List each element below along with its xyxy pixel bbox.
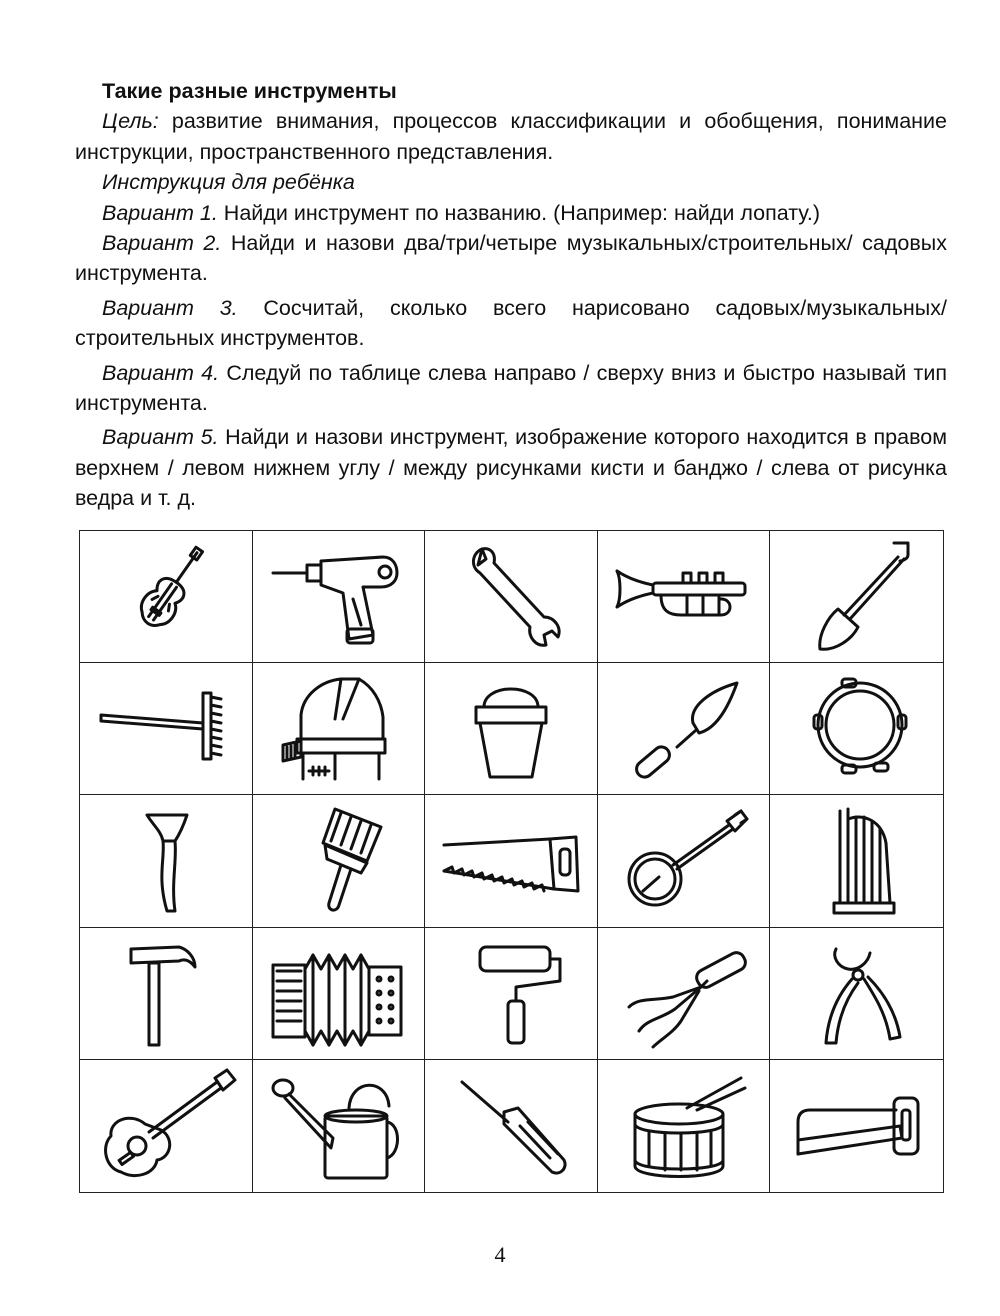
- hammer-icon: [91, 935, 241, 1051]
- instruments-grid: [79, 530, 944, 1193]
- variant-text: Найди и назови инструмент, изображение которого находится в правом верхнем / левом нижнем углу / между рисунками кисти и банджо / слева от рисунка ведра и т. д.: [75, 425, 947, 511]
- grid-cell-watering-can[interactable]: [253, 1060, 426, 1192]
- page-number: 4: [494, 1242, 506, 1267]
- grid-cell-shovel[interactable]: [770, 531, 943, 663]
- variant-text: Найди и назови два/три/четыре музыкальных/строительных/ садовых инструмента.: [75, 231, 947, 286]
- grid-cell-wrench[interactable]: [425, 531, 598, 663]
- drum-icon: [609, 1068, 759, 1184]
- variant-label: Вариант 2.: [102, 231, 222, 256]
- grid-cell-screwdriver[interactable]: [425, 1060, 598, 1192]
- accordion-icon: [263, 935, 413, 1051]
- grid-cell-drum[interactable]: [598, 1060, 771, 1192]
- rake-icon: [91, 671, 241, 787]
- grid-cell-bucket[interactable]: [425, 663, 598, 795]
- goal-text: развитие внимания, процессов классификации и обобщения, понимание инструкции, пространственного представления.: [75, 109, 947, 164]
- axe-icon: [91, 803, 241, 919]
- trumpet-icon: [609, 539, 759, 655]
- grid-cell-drill[interactable]: [253, 531, 426, 663]
- pliers-icon: [782, 935, 932, 1051]
- variant-label: Вариант 3.: [102, 295, 238, 320]
- variant-5: [75, 422, 947, 513]
- grid-cell-hammer[interactable]: [80, 928, 253, 1060]
- hacksaw-icon: [782, 1068, 932, 1184]
- screwdriver-icon: [436, 1068, 586, 1184]
- goal-paragraph: [75, 106, 947, 167]
- variant-label: Вариант 5.: [102, 425, 219, 450]
- grid-cell-piano[interactable]: [253, 663, 426, 795]
- grid-cell-hacksaw[interactable]: [770, 1060, 943, 1192]
- wrench-icon: [436, 539, 586, 655]
- goal-label: Цель:: [102, 109, 159, 134]
- violin-icon: [91, 539, 241, 655]
- variant-label: Вариант 1.: [102, 200, 218, 225]
- handsaw-icon: [436, 803, 586, 919]
- grid-cell-rake[interactable]: [80, 663, 253, 795]
- banjo-icon: [609, 803, 759, 919]
- variant-text: Сосчитай, сколько всего нарисовано садовых/музыкальных/ строительных инструментов.: [75, 295, 947, 351]
- grid-cell-hand-cultivator[interactable]: [598, 928, 771, 1060]
- paintbrush-icon: [263, 803, 413, 919]
- grid-cell-tambourine[interactable]: [770, 663, 943, 795]
- hand-cultivator-icon: [609, 935, 759, 1051]
- grid-cell-banjo[interactable]: [598, 795, 771, 927]
- grid-cell-axe[interactable]: [80, 795, 253, 927]
- piano-icon: [263, 671, 413, 787]
- grid-cell-violin[interactable]: [80, 531, 253, 663]
- grid-cell-pliers[interactable]: [770, 928, 943, 1060]
- guitar-icon: [91, 1068, 241, 1184]
- variant-label: Вариант 4.: [102, 360, 220, 385]
- tambourine-icon: [782, 671, 932, 787]
- variant-text: Следуй по таблице слева направо / сверху вниз и быстро называй тип инструмента.: [75, 360, 947, 416]
- page-title: Такие разные инструменты: [102, 79, 397, 103]
- bucket-icon: [436, 671, 586, 787]
- variant-4: [75, 358, 947, 419]
- variant-text: Найди инструмент по названию. (Например: найди лопату.): [217, 200, 821, 225]
- drill-icon: [263, 539, 413, 655]
- variant-1: [75, 198, 947, 228]
- trowel-icon: [609, 671, 759, 787]
- paint-roller-icon: [436, 935, 586, 1051]
- grid-cell-paintbrush[interactable]: [253, 795, 426, 927]
- variant-2: [75, 228, 947, 289]
- shovel-icon: [782, 539, 932, 655]
- instruction-heading: Инструкция для ребёнка: [102, 170, 355, 195]
- watering-can-icon: [263, 1068, 413, 1184]
- instructions-text: [75, 76, 947, 514]
- grid-cell-trumpet[interactable]: [598, 531, 771, 663]
- harp-icon: [782, 803, 932, 919]
- grid-cell-paint-roller[interactable]: [425, 928, 598, 1060]
- grid-cell-harp[interactable]: [770, 795, 943, 927]
- variant-3: [75, 293, 947, 354]
- grid-cell-handsaw[interactable]: [425, 795, 598, 927]
- grid-cell-accordion[interactable]: [253, 928, 426, 1060]
- grid-cell-guitar[interactable]: [80, 1060, 253, 1192]
- grid-cell-trowel[interactable]: [598, 663, 771, 795]
